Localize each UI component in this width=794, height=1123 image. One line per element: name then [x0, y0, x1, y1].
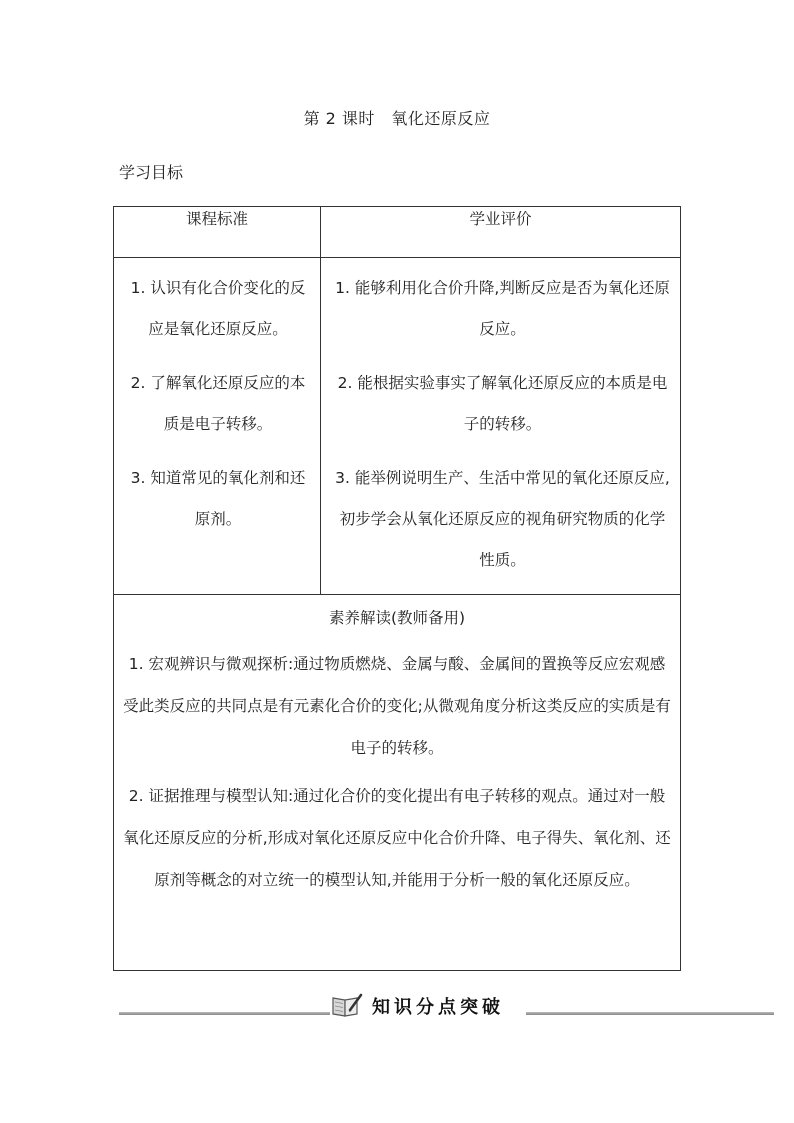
standard-item: 1. 认识有化合价变化的反应是氧化还原反应。	[130, 279, 306, 338]
standard-item: 2. 了解氧化还原反应的本质是电子转移。	[130, 374, 306, 433]
banner-label	[330, 992, 526, 1020]
page-title: 第 2 课时 氧化还原反应	[303, 109, 491, 128]
book-pencil-icon	[330, 992, 364, 1020]
literacy-cell	[114, 595, 681, 971]
standard-item: 3. 知道常见的氧化剂和还原剂。	[130, 469, 306, 528]
learning-goals-table	[113, 206, 681, 971]
column-header-standard: 课程标准	[114, 207, 321, 258]
standards-cell	[114, 258, 321, 595]
evaluation-item: 1. 能够利用化合价升降,判断反应是否为氧化还原反应。	[335, 279, 670, 338]
evaluation-item: 3. 能举例说明生产、生活中常见的氧化还原反应,初步学会从氧化还原反应的视角研究物质的化学性质。	[335, 469, 670, 569]
banner-text: 知识分点突破	[372, 997, 504, 1018]
table-row	[114, 258, 681, 595]
literacy-item: 1. 宏观辨识与微观探析:通过物质燃烧、金属与酸、金属间的置换等反应宏观感受此类反应的共同点是有元素化合价的变化;从微观角度分析这类反应的实质是有电子的转移。	[123, 655, 671, 757]
section-heading-goals: 学习目标	[119, 163, 184, 182]
column-header-evaluation: 学业评价	[321, 207, 681, 258]
literacy-title: 素养解读(教师备用)	[328, 609, 466, 627]
section-banner	[0, 986, 794, 1026]
table-row-literacy	[114, 595, 681, 971]
literacy-item: 2. 证据推理与模型认知:通过化合价的变化提出有电子转移的观点。通过对一般氧化还原反应的分析,形成对氧化还原反应中化合价升降、电子得失、氧化剂、还原剂等概念的对立统一的模型认知,并能用于分析一般的氧化还原反应。	[123, 787, 671, 889]
evaluation-item: 2. 能根据实验事实了解氧化还原反应的本质是电子的转移。	[337, 374, 668, 433]
evaluations-cell	[321, 258, 681, 595]
table-header-row	[114, 207, 681, 258]
